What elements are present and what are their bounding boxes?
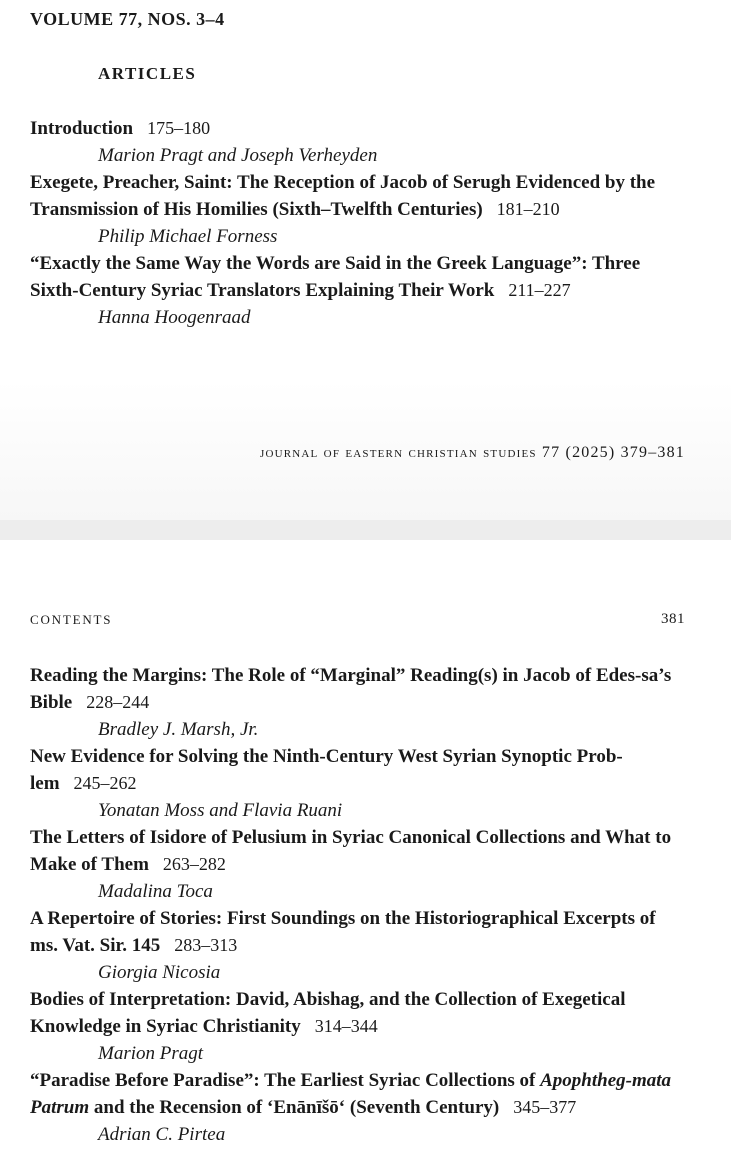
entry-title: Reading the Margins: The Role of “Marginal” Reading(s) in Jacob of Edes-sa’s Bible 228–244 bbox=[30, 665, 672, 713]
entry-title: The Letters of Isidore of Pelusium in Syriac Canonical Collections and What to Make of Them 263–282 bbox=[30, 827, 672, 875]
entry-author: Hanna Hoogenraad bbox=[98, 307, 251, 328]
entry-pages: 175–180 bbox=[147, 118, 211, 138]
entry-author: Madalina Toca bbox=[98, 881, 213, 902]
toc-entry[interactable] bbox=[30, 986, 675, 1067]
entry-author: Yonatan Moss and Flavia Ruani bbox=[98, 800, 343, 821]
entry-title: “Exactly the Same Way the Words are Said in the Greek Language”: Three Sixth-Century Syriac Translators Explaining Their Work 211–227 bbox=[30, 253, 641, 301]
entry-title: Introduction 175–180 bbox=[30, 118, 211, 139]
entry-pages: 283–313 bbox=[174, 935, 238, 955]
toc-entry[interactable] bbox=[30, 115, 670, 169]
entry-pages: 345–377 bbox=[513, 1097, 577, 1117]
volume-heading: VOLUME 77, NOS. 3–4 bbox=[30, 9, 225, 29]
journal-footer: journal of eastern christian studies 77 (2025) 379–381 bbox=[259, 444, 685, 461]
entry-pages: 228–244 bbox=[86, 692, 150, 712]
toc-entry[interactable] bbox=[30, 824, 675, 905]
toc-list bbox=[30, 662, 675, 1148]
entry-pages: 181–210 bbox=[496, 199, 560, 219]
toc-entry[interactable] bbox=[30, 1067, 675, 1148]
entry-author: Philip Michael Forness bbox=[98, 226, 278, 247]
entry-author: Marion Pragt and Joseph Verheyden bbox=[98, 145, 378, 166]
toc-entry[interactable] bbox=[30, 905, 675, 986]
entry-author: Adrian C. Pirtea bbox=[98, 1124, 226, 1145]
entry-author: Bradley J. Marsh, Jr. bbox=[98, 719, 259, 740]
entry-author: Giorgia Nicosia bbox=[98, 962, 221, 983]
entry-pages: 314–344 bbox=[314, 1016, 378, 1036]
top-page bbox=[0, 0, 731, 520]
toc-entry[interactable] bbox=[30, 743, 675, 824]
toc-entry[interactable] bbox=[30, 169, 670, 250]
toc-list bbox=[30, 115, 670, 331]
toc-entry[interactable] bbox=[30, 250, 670, 331]
toc-entry[interactable] bbox=[30, 662, 675, 743]
entry-pages: 245–262 bbox=[73, 773, 137, 793]
entry-pages: 263–282 bbox=[162, 854, 226, 874]
entry-title: Bodies of Interpretation: David, Abishag, and the Collection of Exegetical Knowledge in Syriac Christianity 314–344 bbox=[30, 989, 626, 1037]
entry-title-italic: Apophtheg-mata Patrum bbox=[30, 1070, 672, 1118]
entry-title: New Evidence for Solving the Ninth-Century West Syrian Synoptic Prob-lem 245–262 bbox=[30, 746, 623, 794]
page-divider bbox=[0, 520, 731, 540]
entry-author: Marion Pragt bbox=[98, 1043, 204, 1064]
bottom-page bbox=[0, 540, 731, 1165]
entry-title: “Paradise Before Paradise”: The Earliest Syriac Collections of Apophtheg-mata Patrum and the Recension of ‘Enānīšō‘ (Seventh Century) 345–377 bbox=[30, 1070, 672, 1118]
section-heading: ARTICLES bbox=[98, 64, 197, 83]
entry-pages: 211–227 bbox=[508, 280, 571, 300]
running-head: CONTENTS bbox=[30, 612, 113, 627]
page-number: 381 bbox=[661, 611, 685, 627]
entry-title: A Repertoire of Stories: First Soundings on the Historiographical Excerpts of ms. Vat. Sir. 145 283–313 bbox=[30, 908, 656, 956]
entry-title: Exegete, Preacher, Saint: The Reception of Jacob of Serugh Evidenced by the Transmission of His Homilies (Sixth–Twelfth Centuries) 181–210 bbox=[30, 172, 656, 220]
